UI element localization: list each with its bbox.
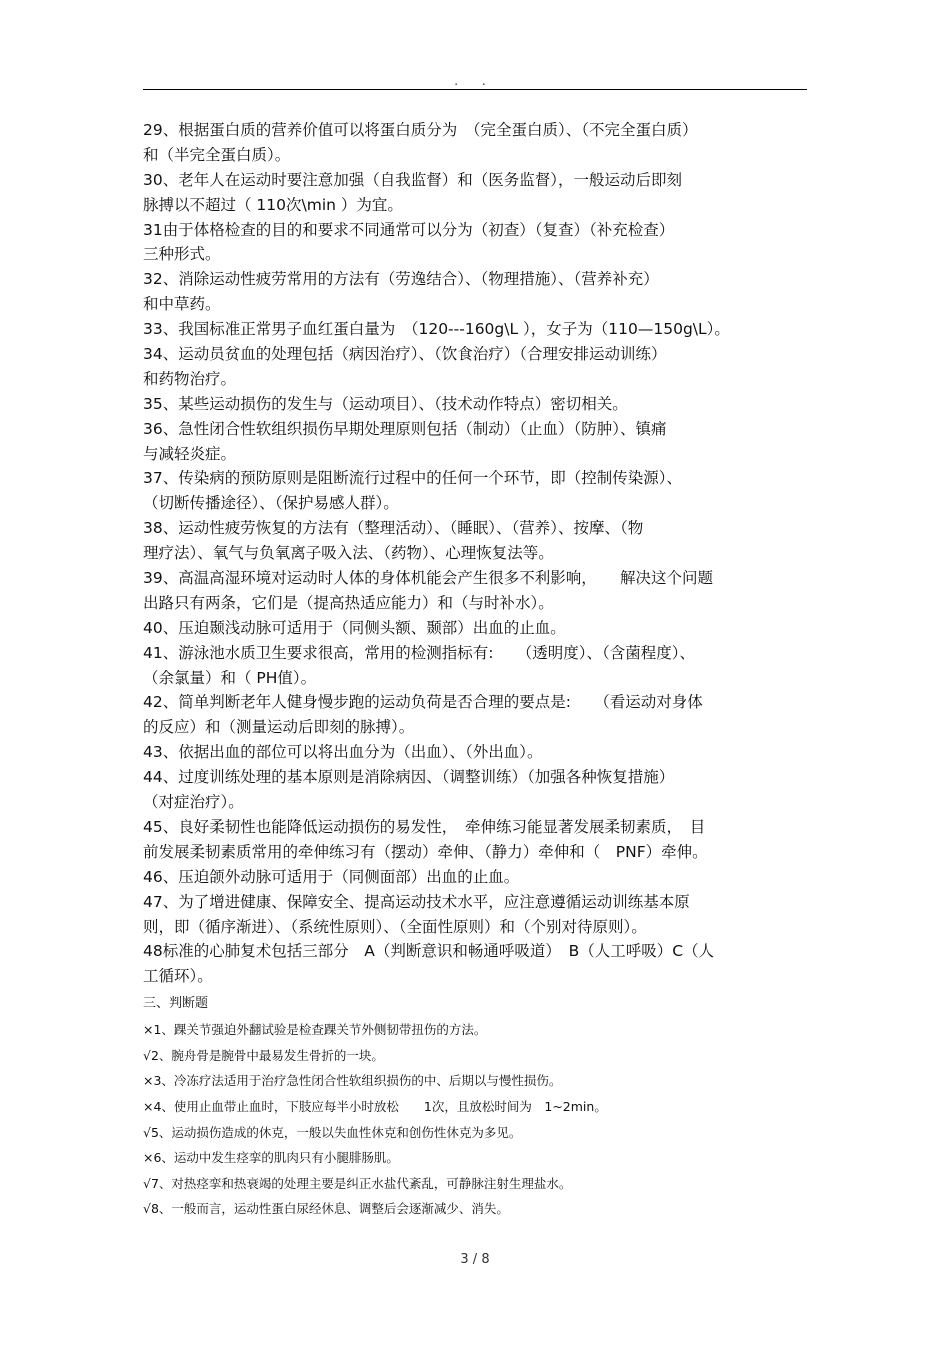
- text-line: 46、压迫颌外动脉可适用于（同侧面部）出血的止血。: [143, 867, 520, 886]
- true-false-item: ×1、踝关节强迫外翻试验是检查踝关节外侧韧带扭伤的方法。: [143, 1022, 487, 1038]
- text-line: 42、简单判断老年人健身慢步跑的运动负荷是否合理的要点是: （看运动对身体: [143, 693, 703, 712]
- text-line: 与减轻炎症。: [143, 444, 237, 463]
- text-line: 40、压迫颞浅动脉可适用于（同侧头额、颞部）出血的止血。: [143, 618, 566, 637]
- text-line: 29、根据蛋白质的营养价值可以将蛋白质分为 （完全蛋白质）、（不完全蛋白质）: [143, 121, 698, 139]
- text-line: 32、消除运动性疲劳常用的方法有（劳逸结合）、（物理措施）、（营养补充）: [143, 270, 659, 289]
- text-line: 38、运动性疲劳恢复的方法有（整理活动）、（睡眠）、（营养）、按摩、（物: [143, 519, 644, 538]
- text-line: 36、急性闭合性软组织损伤早期处理原则包括（制动）（止血）（防肿）、镇痛: [143, 419, 667, 438]
- header-dots: . .: [454, 74, 496, 88]
- true-false-item: √8、一般而言，运动性蛋白尿经休息、调整后会逐渐减少、消失。: [143, 1201, 509, 1217]
- text-line: 理疗法）、氧气与负氧离子吸入法、（药物）、心理恢复法等。: [143, 544, 554, 563]
- text-line: 48标准的心肺复术包括三部分 A（判断意识和畅通呼吸道） B（人工呼吸）C（人: [143, 942, 715, 961]
- text-line: 工循环）。: [143, 967, 213, 986]
- true-false-item: ×4、使用止血带止血时，下肢应每半小时放松 1次，且放松时间为 1~2min。: [143, 1098, 607, 1114]
- text-line: （对症治疗）。: [143, 793, 244, 812]
- text-line: 31由于体格检查的目的和要求不同通常可以分为（初查）（复查）（补充检查）: [143, 220, 675, 239]
- text-line: 则，即（循序渐进）、（系统性原则）、（全面性原则）和（个别对待原则）。: [143, 917, 647, 936]
- text-line: 37、传染病的预防原则是阻断流行过程中的任何一个环节，即（控制传染源）、: [143, 469, 682, 488]
- text-line: 出路只有两条，它们是（提高热适应能力）和（与时补水）。: [143, 593, 554, 612]
- true-false-item: ×6、运动中发生痉挛的肌肉只有小腿腓肠肌。: [143, 1150, 399, 1166]
- text-line: 前发展柔韧素质常用的牵伸练习有（摆动）牵伸、（静力）牵伸和（ PNF）牵伸。: [143, 842, 708, 861]
- text-line: （余氯量）和（ PH值）。: [143, 668, 317, 687]
- text-line: 41、游泳池水质卫生要求很高，常用的检测指标有: （透明度）、（含菌程度）、: [143, 643, 695, 662]
- text-line: 和（半完全蛋白质）。: [143, 145, 291, 164]
- text-line: （切断传播途径）、（保护易感人群）。: [143, 494, 399, 513]
- text-line: 和中草药。: [143, 295, 221, 314]
- text-line: 39、高温高湿环境对运动时人体的身体机能会产生很多不利影响， 解决这个问题: [143, 569, 713, 588]
- text-line: 43、依据出血的部位可以将出血分为（出血）、（外出血）。: [143, 743, 543, 762]
- text-line: 35、某些运动损伤的发生与（运动项目）、（技术动作特点）密切相关。: [143, 394, 628, 413]
- text-line: 的反应）和（测量运动后即刻的脉搏）。: [143, 718, 415, 737]
- text-line: 脉搏以不超过（ 110次\min ）为宜。: [143, 195, 403, 214]
- true-false-item: √7、对热痉挛和热衰竭的处理主要是纠正水盐代紊乱，可静脉注射生理盐水。: [143, 1175, 572, 1191]
- header-rule: [143, 89, 807, 90]
- fill-blank-section: [143, 118, 823, 989]
- true-false-item: √5、运动损伤造成的休克，一般以失血性休克和创伤性休克为多见。: [143, 1124, 522, 1140]
- text-line: 44、过度训练处理的基本原则是消除病因、（调整训练）（加强各种恢复措施）: [143, 768, 675, 787]
- page-number: 3 / 8: [460, 1252, 490, 1267]
- text-line: 47、为了增进健康、保障安全、提高运动技术水平，应注意遵循运动训练基本原: [143, 892, 690, 911]
- text-line: 和药物治疗。: [143, 369, 237, 388]
- text-line: 34、运动员贫血的处理包括（病因治疗）、（饮食治疗）（合理安排运动训练）: [143, 345, 667, 364]
- text-line: 三种形式。: [143, 245, 221, 264]
- text-line: 30、老年人在运动时要注意加强（自我监督）和（医务监督），一般运动后即刻: [143, 170, 682, 189]
- true-false-item: ×3、冷冻疗法适用于治疗急性闭合性软组织损伤的中、后期以与慢性损伤。: [143, 1073, 562, 1089]
- text-line: 45、良好柔韧性也能降低运动损伤的易发性， 牵伸练习能显著发展柔韧素质， 目: [143, 817, 706, 836]
- true-false-section: [143, 1017, 823, 1222]
- true-false-item: √2、腕舟骨是腕骨中最易发生骨折的一块。: [143, 1047, 384, 1063]
- document-body: [143, 118, 823, 1222]
- text-line: 33、我国标准正常男子血红蛋白量为 （120---160g\L ），女子为（110—150g\L）。: [143, 320, 730, 339]
- section-title-true-false: 三、判断题: [143, 996, 209, 1012]
